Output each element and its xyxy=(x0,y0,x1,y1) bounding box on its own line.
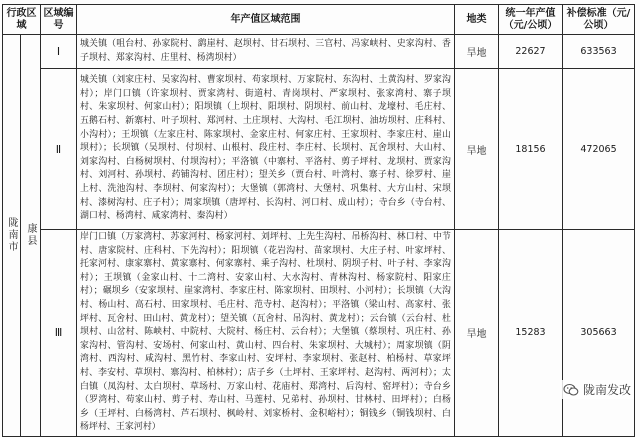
compensation-value: 472065 xyxy=(563,69,635,230)
land-type: 旱地 xyxy=(455,69,499,230)
watermark xyxy=(560,380,634,399)
county-name: 康县 xyxy=(25,223,36,248)
region-range: 城关镇（刘家庄村、吴家沟村、曹家坝村、苟家坝村、万家院村、东沟村、土黄沟村、罗家沟村）；岸门口镇（许家坝村、贾家湾村、街道村、青岗坝村、严家坝村、张家湾村、寨子坝村、朱家坝村、何家山村）；阳坝镇（上坝村、阳坝村、阴坝村、前山村、龙壕村、毛庄村、五鹅石村、新寨村、叶子坝村、郑河村、土庄坝村、大沟村、毛江坝村、油坊坝村、庄科村、小沟村）；王坝镇（左家庄村、陈家坝村、金家庄村、何家庄村、王家坝村、李家庄村、崖山坝村）；长坝镇（吴坝村、付坝村、山根村、段庄村、李庄村、长坝村、瓦舍坝村、大山村、刘家沟村、白杨树坝村、付坝沟村）；平洛镇（中寨村、平洛村、剪子坪村、龙坝村、贾家沟村、刘河村、孙坝村、药铺沟村、团庄村）；望关乡（贾台村、叶湾村、寨子村、徐罗村、崖上村、洗池沟村、李坝村、何家沟村）；大堡镇（郭湾村、大堡村、巩集村、大方山村、宋坝村、漆树沟村、庄子村）；周家坝镇（唐坪村、长沟村、河口村、成山村）；寺台乡（寺台村、湖口村、杨湾村、咸家湾村、秦沟村） xyxy=(77,69,455,230)
unified-value: 18156 xyxy=(499,69,563,230)
unified-value: 22627 xyxy=(499,35,563,69)
land-type: 旱地 xyxy=(455,35,499,69)
table-row xyxy=(3,35,635,69)
compensation-value: 305663 xyxy=(563,230,635,437)
header-unified-value: 统一年产值（元/公顷） xyxy=(499,5,563,35)
region-level: Ⅱ xyxy=(41,69,77,230)
unified-value: 15283 xyxy=(499,230,563,437)
region-level: Ⅰ xyxy=(41,35,77,69)
header-row xyxy=(3,5,635,35)
header-admin-region: 行政区域 xyxy=(3,5,41,35)
compensation-table xyxy=(2,4,635,437)
header-region-code: 区域编号 xyxy=(41,5,77,35)
region-level: Ⅲ xyxy=(41,230,77,437)
region-range: 城关镇（咀台村、孙家院村、鹞崖村、赵坝村、甘石坝村、三官村、冯家峡村、史家沟村、香子坝村、郑家沟村、庄里村、杨湾坝村） xyxy=(77,35,455,69)
header-land-type: 地类 xyxy=(455,5,499,35)
land-type: 旱地 xyxy=(455,230,499,437)
header-compensation: 补偿标准（元/公顷） xyxy=(563,5,635,35)
watermark-text: 陇南发改 xyxy=(582,383,631,397)
county-cell xyxy=(21,35,41,437)
region-range: 岸门口镇（万家湾村、苏家河村、杨家河村、刘坪村、上先生沟村、吊桥沟村、林口村、中节村、唐家院村、庄科村、下先沟村）；阳坝镇（花岩沟村、苗家坝村、大庄子村、叶家坪村、托家河村、康家寨村、黄家寨村、何家寨村、乘子沟村、杜坝村、阴坝子村、叶子村、李家沟村）；王坝镇（金家山村、十二湾村、安家山村、大水沟村、青林沟村、杨家院村、阳家庄村）；碾坝乡（安家坝村、崖家湾村、李家庄村、陈家坝村、田坝村、小河村）；长坝镇（大沟村、杨山村、高石村、田家坝村、毛庄村、范寺村、赵沟村）；平洛镇（梁山村、高家村、张坪村、瓦舍村、田山村、黄龙村）；望关镇（瓦舍村、吊沟村、黄龙村）；云台镇（云台村、杜坝村、山岔村、陈峡村、中院村、大院村、杨庄村、云台村）；大堡镇（蔡坝村、巩庄村、孙家沟村、管沟村、安场村、何家山村、黄山村、四台村、朱家坝村、大城村）；周家坝镇（阴湾村、西沟村、咸沟村、黑竹村、李家山村、安坪村、李家坝村、张赵村、柏杨村、草家坪村、李安村、草坝村、寨沟村、柏林村）；店子乡（土坪村、王家坪村、赵沟村、两河村）；太白镇（凤沟村、太白坝村、草场村、万家山村、花庙村、郑湾村、后沟村、窑坪村）；寺台乡（罗湾村、苟家山村、剪子村、寿山村、马莲村、兄弟村、孙坝村、甘林村、田坪村）；白杨乡（王坪村、白杨湾村、芦石坝村、枫岭村、刘家桥村、金积峪村）；铜钱乡（铜钱坝村、白杨坪村、王家河村） xyxy=(77,230,455,437)
compensation-value: 633563 xyxy=(563,35,635,69)
city-name: 陇南市 xyxy=(6,217,17,254)
table-row xyxy=(3,69,635,230)
header-range: 年产值区域范围 xyxy=(77,5,455,35)
city-cell xyxy=(3,35,21,437)
table-row xyxy=(3,230,635,437)
wechat-icon xyxy=(563,382,579,398)
